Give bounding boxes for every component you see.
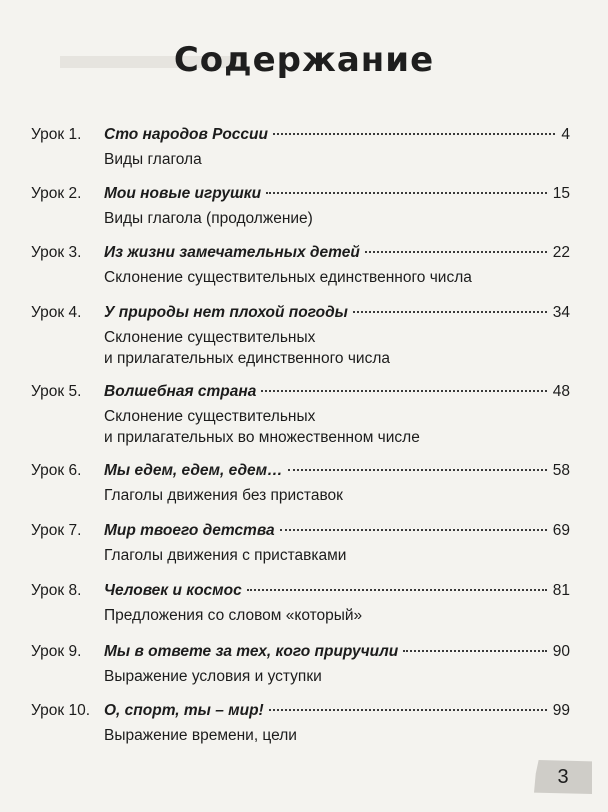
dot-leader	[266, 192, 547, 194]
lesson-subtitle: Склонение существительных единственного числа	[104, 269, 472, 286]
lesson-title: Мы в ответе за тех, кого приручили	[104, 643, 399, 660]
lesson-label: Урок 8.	[31, 582, 82, 599]
page-title: Содержание	[173, 40, 435, 80]
lesson-page-number: 69	[552, 522, 570, 539]
lesson-page-number: 34	[552, 304, 570, 321]
dot-leader	[273, 133, 555, 135]
lesson-heading	[104, 642, 570, 662]
lesson-page-number: 48	[552, 383, 570, 400]
lesson-heading	[104, 461, 570, 481]
lesson-page-number: 58	[552, 462, 570, 479]
lesson-page-number: 81	[552, 582, 570, 599]
lesson-subtitle: Склонение существительных и прилагательных во множественном числе	[104, 408, 420, 446]
lesson-title: Человек и космос	[104, 582, 242, 599]
lesson-subtitle: Глаголы движения с приставками	[104, 547, 347, 564]
lesson-label: Урок 7.	[31, 522, 82, 539]
lesson-subtitle: Виды глагола	[104, 151, 202, 168]
page-number: 3	[557, 766, 569, 788]
lesson-heading	[104, 521, 570, 541]
lesson-title: Мы едем, едем, едем…	[104, 462, 283, 479]
lesson-title: Волшебная страна	[104, 383, 257, 400]
lesson-heading	[104, 184, 570, 204]
lesson-heading	[104, 125, 570, 145]
dot-leader	[247, 589, 547, 591]
lesson-title: У природы нет плохой погоды	[104, 304, 348, 321]
lesson-heading	[104, 701, 570, 721]
dot-leader	[280, 529, 547, 531]
dot-leader	[269, 709, 547, 711]
lesson-label: Урок 3.	[31, 244, 82, 261]
lesson-page-number: 90	[552, 643, 570, 660]
lesson-label: Урок 9.	[31, 643, 82, 660]
dot-leader	[261, 390, 546, 392]
lesson-page-number: 15	[552, 185, 570, 202]
lesson-subtitle: Склонение существительных и прилагательных единственного числа	[104, 329, 391, 367]
dot-leader	[353, 311, 547, 313]
lesson-subtitle: Предложения со словом «который»	[104, 607, 363, 624]
lesson-label: Урок 4.	[31, 304, 82, 321]
lesson-title: Сто народов России	[104, 126, 268, 143]
lesson-title: Мир твоего детства	[104, 522, 275, 539]
dot-leader	[365, 251, 547, 253]
lesson-heading	[104, 303, 570, 323]
lesson-label: Урок 1.	[31, 126, 82, 143]
lesson-heading	[104, 243, 570, 263]
dot-leader	[288, 469, 547, 471]
lesson-subtitle: Выражение времени, цели	[104, 727, 297, 744]
dot-leader	[403, 650, 547, 652]
lesson-subtitle: Глаголы движения без приставок	[104, 487, 343, 504]
lesson-heading	[104, 581, 570, 601]
lesson-title: Из жизни замечательных детей	[104, 244, 360, 261]
lesson-page-number: 22	[552, 244, 570, 261]
lesson-heading	[104, 382, 570, 402]
lesson-page-number: 4	[561, 126, 570, 143]
lesson-label: Урок 2.	[31, 185, 82, 202]
lesson-page-number: 99	[552, 702, 570, 719]
lesson-subtitle: Виды глагола (продолжение)	[104, 210, 313, 227]
lesson-title: О, спорт, ты – мир!	[104, 702, 264, 719]
lesson-label: Урок 10.	[31, 702, 91, 719]
lesson-label: Урок 6.	[31, 462, 82, 479]
lesson-label: Урок 5.	[31, 383, 82, 400]
lesson-subtitle: Выражение условия и уступки	[104, 668, 322, 685]
lesson-title: Мои новые игрушки	[104, 185, 262, 202]
